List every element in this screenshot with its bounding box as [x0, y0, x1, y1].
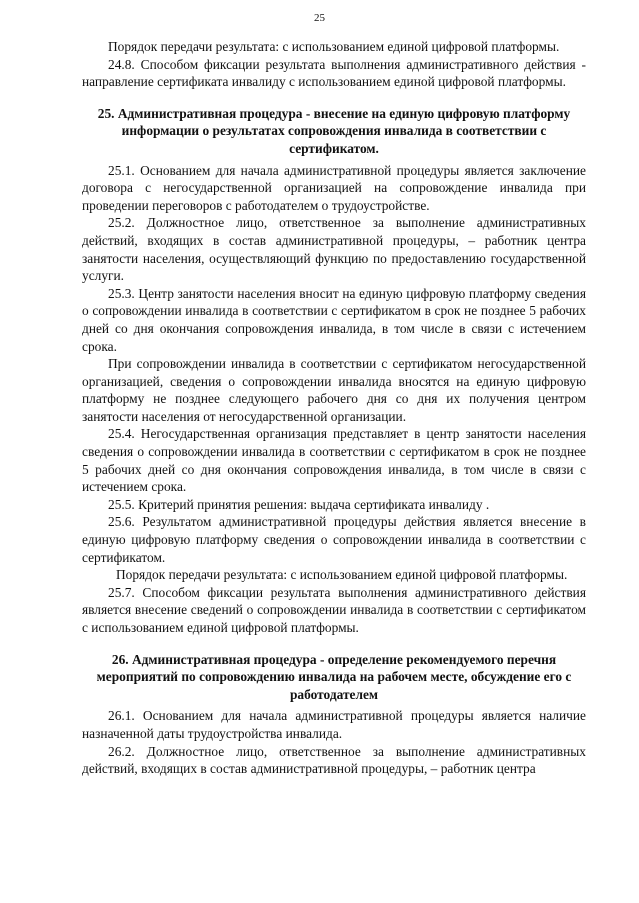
- section-heading-26: 26. Административная процедура - определение рекомендуемого перечня мероприятий по сопровождению инвалида на рабочем месте, обсуждение его с работодателем: [96, 651, 572, 702]
- paragraph-25-6: 25.6. Результатом административной процедуры действия является внесение в единую цифровую платформу сведения о сопровождении инвалида в соответствии с сертификатом.: [82, 514, 586, 565]
- paragraph-26-2: 26.2. Должностное лицо, ответственное за выполнение административных действий, входящих в состав административной процедуры, – работник центра: [82, 743, 586, 777]
- paragraph-25-2: 25.2. Должностное лицо, ответственное за выполнение административных действий, входящих в состав административной процедуры, – работник центра занятости населения, осуществляющий функцию по предоставлению государственной услуги.: [82, 215, 586, 284]
- section-heading-25: 25. Административная процедура - внесение на единую цифровую платформу информации о результатах сопровождения инвалида в соответствии с сертификатом.: [97, 105, 571, 156]
- paragraph-transfer-order-24: Порядок передачи результата: с использованием единой цифровой платформы.: [108, 39, 560, 54]
- document-body: [82, 38, 586, 778]
- paragraph-transfer-order-25: Порядок передачи результата: с использованием единой цифровой платформы.: [116, 567, 568, 583]
- paragraph-25-7: 25.7. Способом фиксации результата выполнения административного действия является внесение сведений о сопровождении инвалида в соответствии с сертификатом с использованием единой цифровой платформы.: [82, 584, 586, 635]
- paragraph-25-3-continuation: При сопровождении инвалида в соответствии с сертификатом негосударственной организацией, сведения о сопровождении инвалида вносятся на единую цифровую платформу не позднее следующего рабочего дня со дня их получения центром занятости населения от негосударственной организации.: [82, 356, 586, 424]
- page-number: 25: [314, 12, 325, 24]
- paragraph-25-1: 25.1. Основанием для начала административной процедуры является заключение договора с негосударственной организацией на сопровождение инвалида при проведении переговоров с работодателем о трудоустройстве.: [82, 162, 586, 213]
- paragraph-25-4: 25.4. Негосударственная организация представляет в центр занятости населения сведения о сопровождении инвалида в соответствии с сертификатом в срок не позднее 5 рабочих дней со дня окончания сопровождения инвалида, в том числе в связи с истечением срока.: [82, 426, 586, 495]
- paragraph-25-3: 25.3. Центр занятости населения вносит на единую цифровую платформу сведения о сопровождении инвалида в соответствии с сертификатом в срок не позднее 5 рабочих дней со дня окончания сопровождения инвалида, в том числе в связи с истечением срока.: [82, 285, 586, 354]
- paragraph-24-8: 24.8. Способом фиксации результата выполнения административного действия - направление сертификата инвалиду с использованием единой цифровой платформы.: [82, 56, 586, 90]
- paragraph-26-1: 26.1. Основанием для начала административной процедуры является наличие назначенной даты трудоустройства инвалида.: [82, 708, 586, 741]
- paragraph-25-5: 25.5. Критерий принятия решения: выдача сертификата инвалиду .: [108, 496, 490, 512]
